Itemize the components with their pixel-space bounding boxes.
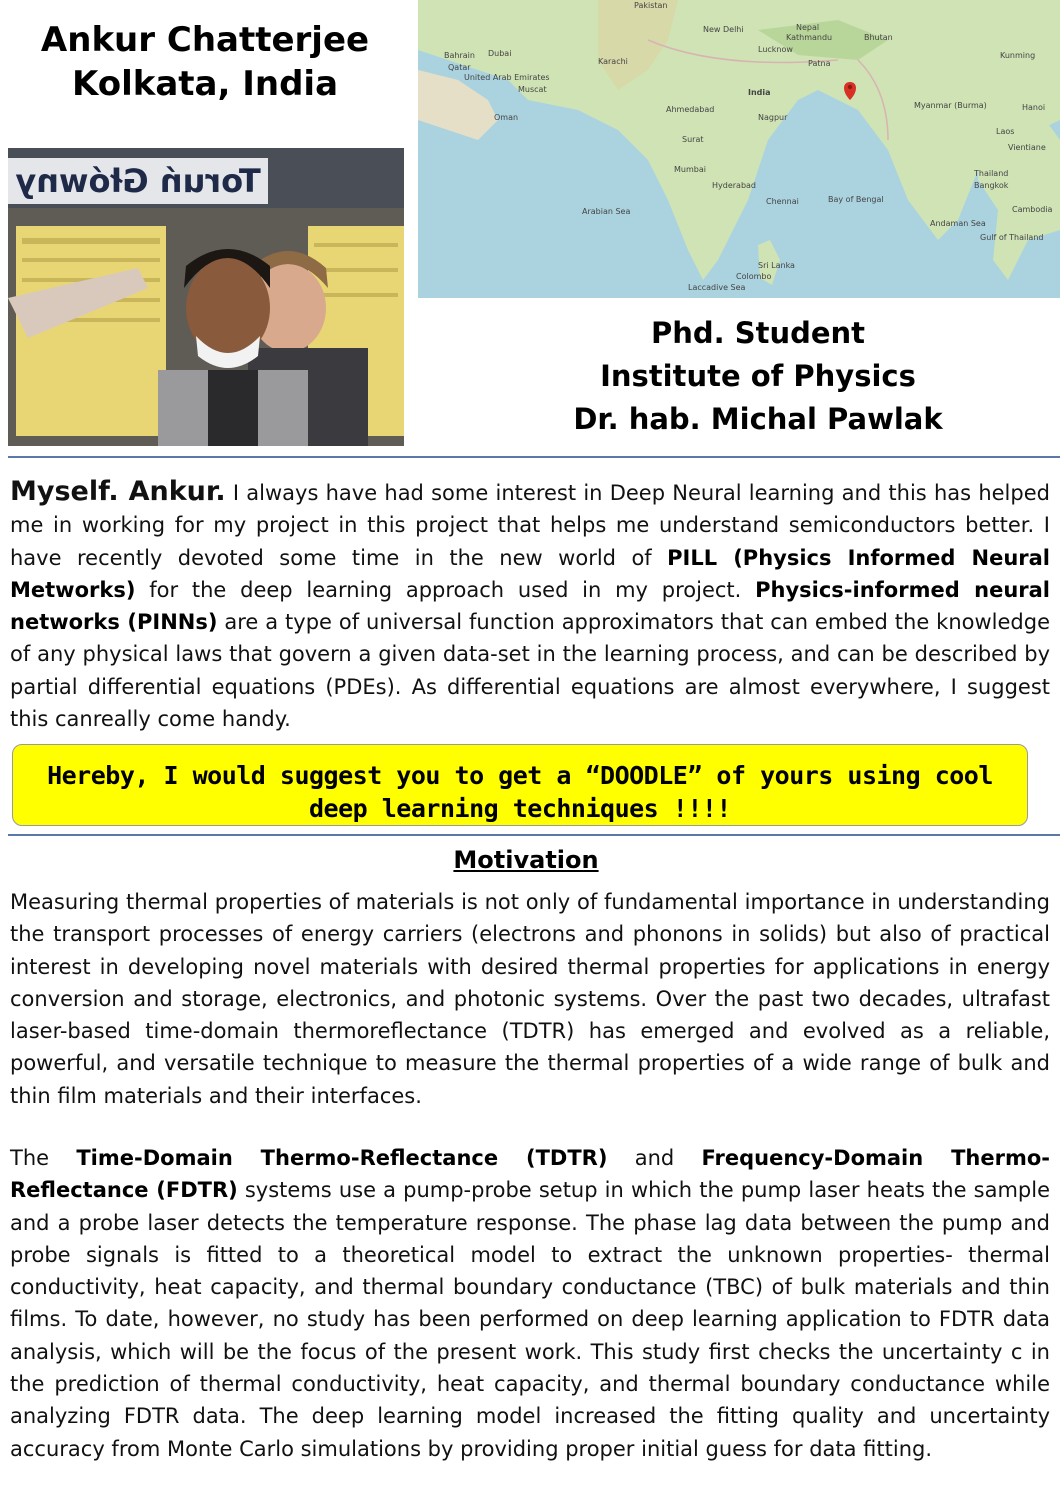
selfie-photo (8, 148, 404, 446)
map-label: Bhutan (864, 33, 893, 42)
doodle-callout (12, 744, 1028, 826)
map-label: Myanmar (Burma) (914, 101, 987, 110)
map-label: United Arab Emirates (464, 73, 550, 82)
map-label: Oman (494, 113, 519, 122)
divider-bottom (8, 834, 1060, 836)
map-label: Dubai (488, 49, 512, 58)
map-label: Patna (808, 59, 831, 68)
map-label: Colombo (736, 272, 772, 281)
intro-bold-2: Physics-informed neural networks (PINNs) (10, 577, 1051, 635)
map-label: Thailand (974, 169, 1009, 178)
map-label: Qatar (448, 63, 471, 72)
map-label: Andaman Sea (930, 219, 986, 228)
map-illustration (418, 0, 1060, 298)
p2-text-2: and (607, 1146, 702, 1170)
map-label: Ahmedabad (666, 105, 715, 114)
map-label: Gulf of Thailand (980, 233, 1044, 242)
map-label: India (748, 88, 771, 97)
intro-text-1: I always have had some interest in Deep Neural learning and this has helped me in working for my project in this project that helps me understand semiconductors better. I have recently devoted some time in the new world of (10, 481, 1050, 570)
person-name: Ankur Chatterjee (40, 20, 370, 60)
intro-paragraph (10, 476, 1050, 735)
location-map (418, 0, 1060, 298)
intro-text-2: for the deep learning approach used in my project. (135, 577, 756, 602)
motivation-heading: Motivation (453, 846, 599, 874)
supervisor-name: Dr. hab. Michal Pawlak (573, 402, 943, 436)
name-block (0, 18, 410, 106)
photo-illustration (8, 148, 404, 446)
map-label: Mumbai (674, 165, 706, 174)
map-label: Chennai (766, 197, 799, 206)
map-label: Cambodia (1012, 205, 1053, 214)
map-label: Bahrain (444, 51, 475, 60)
map-label: Hyderabad (712, 181, 756, 190)
station-sign: Toruń Główny (15, 162, 261, 200)
map-label: Bay of Bengal (828, 195, 884, 204)
map-label: Kunming (1000, 51, 1036, 60)
map-label: Vientiane (1008, 143, 1046, 152)
map-label: Kathmandu (786, 33, 833, 42)
p2-text-1: The (10, 1146, 77, 1170)
map-label: Lucknow (758, 45, 793, 54)
map-label: Hanoi (1022, 103, 1046, 112)
intro-lead: Myself. Ankur. (10, 476, 226, 507)
p2-text-3: systems use a pump-probe setup in which the pump laser heats the sample and a probe laser detects the temperature response. The phase lag data between the pump and probe signals is fitted to a theoretical model to extract the unknown properties- thermal conductivity, heat capacity, and thermal boundary conductance (TBC) of bulk materials and thin films. To date, however, no study has been performed on deep learning application to FDTR data analysis, which will be the focus of the present work. This study first checks the uncertainty c in the prediction of thermal conductivity, heat capacity, and thermal boundary conductance while analyzing FDTR data. The deep learning model increased the fitting quality and uncertainty accuracy from Monte Carlo simulations by providing proper initial guess for data fitting. (10, 1178, 1050, 1461)
map-label: Surat (682, 135, 704, 144)
person-location: Kolkata, India (71, 64, 339, 104)
motivation-paragraph-2 (10, 1142, 1050, 1465)
institute-name: Institute of Physics (600, 359, 916, 393)
map-label: Pakistan (634, 1, 668, 10)
role-block (456, 312, 1060, 441)
map-label: Karachi (598, 57, 628, 66)
map-label: Muscat (518, 85, 547, 94)
motivation-text-1: Measuring thermal properties of materials is not only of fundamental importance in understanding the transport processes of energy carriers (electrons and phonons in solids) but also of practical interest in developing novel materials with desired thermal properties for applications in energy conversion and storage, electronics, and photonic systems. Over the past two decades, ultrafast laser-based time-domain thermoreflectance (TDTR) has emerged and evolved as a reliable, powerful, and versatile technique to measure the thermal properties of a wide range of bulk and thin film materials and their interfaces. (10, 890, 1050, 1108)
intro-text-3: are a type of universal function approximators that can embed the knowledge of any physical laws that govern a given data-set in the learning process, and can be described by partial differential equations (PDEs). As differential equations are almost everywhere, I suggest this canreally come handy. (10, 610, 1050, 732)
map-label: Nagpur (758, 113, 788, 122)
map-label: Sri Lanka (758, 261, 795, 270)
map-label: Nepal (796, 23, 820, 32)
motivation-paragraph-1 (10, 886, 1050, 1112)
role-title: Phd. Student (650, 316, 866, 350)
intro-bold-1: PILL (Physics Informed Neural Metworks) (10, 545, 1050, 602)
divider-top (8, 456, 1060, 458)
map-label: Laccadive Sea (688, 283, 746, 292)
callout-text: Hereby, I would suggest you to get a “DOODLE” of yours using cool deep learning techniques !!!! (47, 761, 993, 823)
map-label: Bangkok (974, 181, 1009, 190)
p2-bold-tdtr: Time-Domain Thermo-Reflectance (TDTR) (76, 1146, 608, 1170)
p2-bold-fdtr: Frequency-Domain Thermo-Reflectance (FDTR) (10, 1146, 1051, 1203)
map-label: New Delhi (703, 25, 744, 34)
map-label: Laos (996, 127, 1015, 136)
map-label: Arabian Sea (582, 207, 631, 216)
